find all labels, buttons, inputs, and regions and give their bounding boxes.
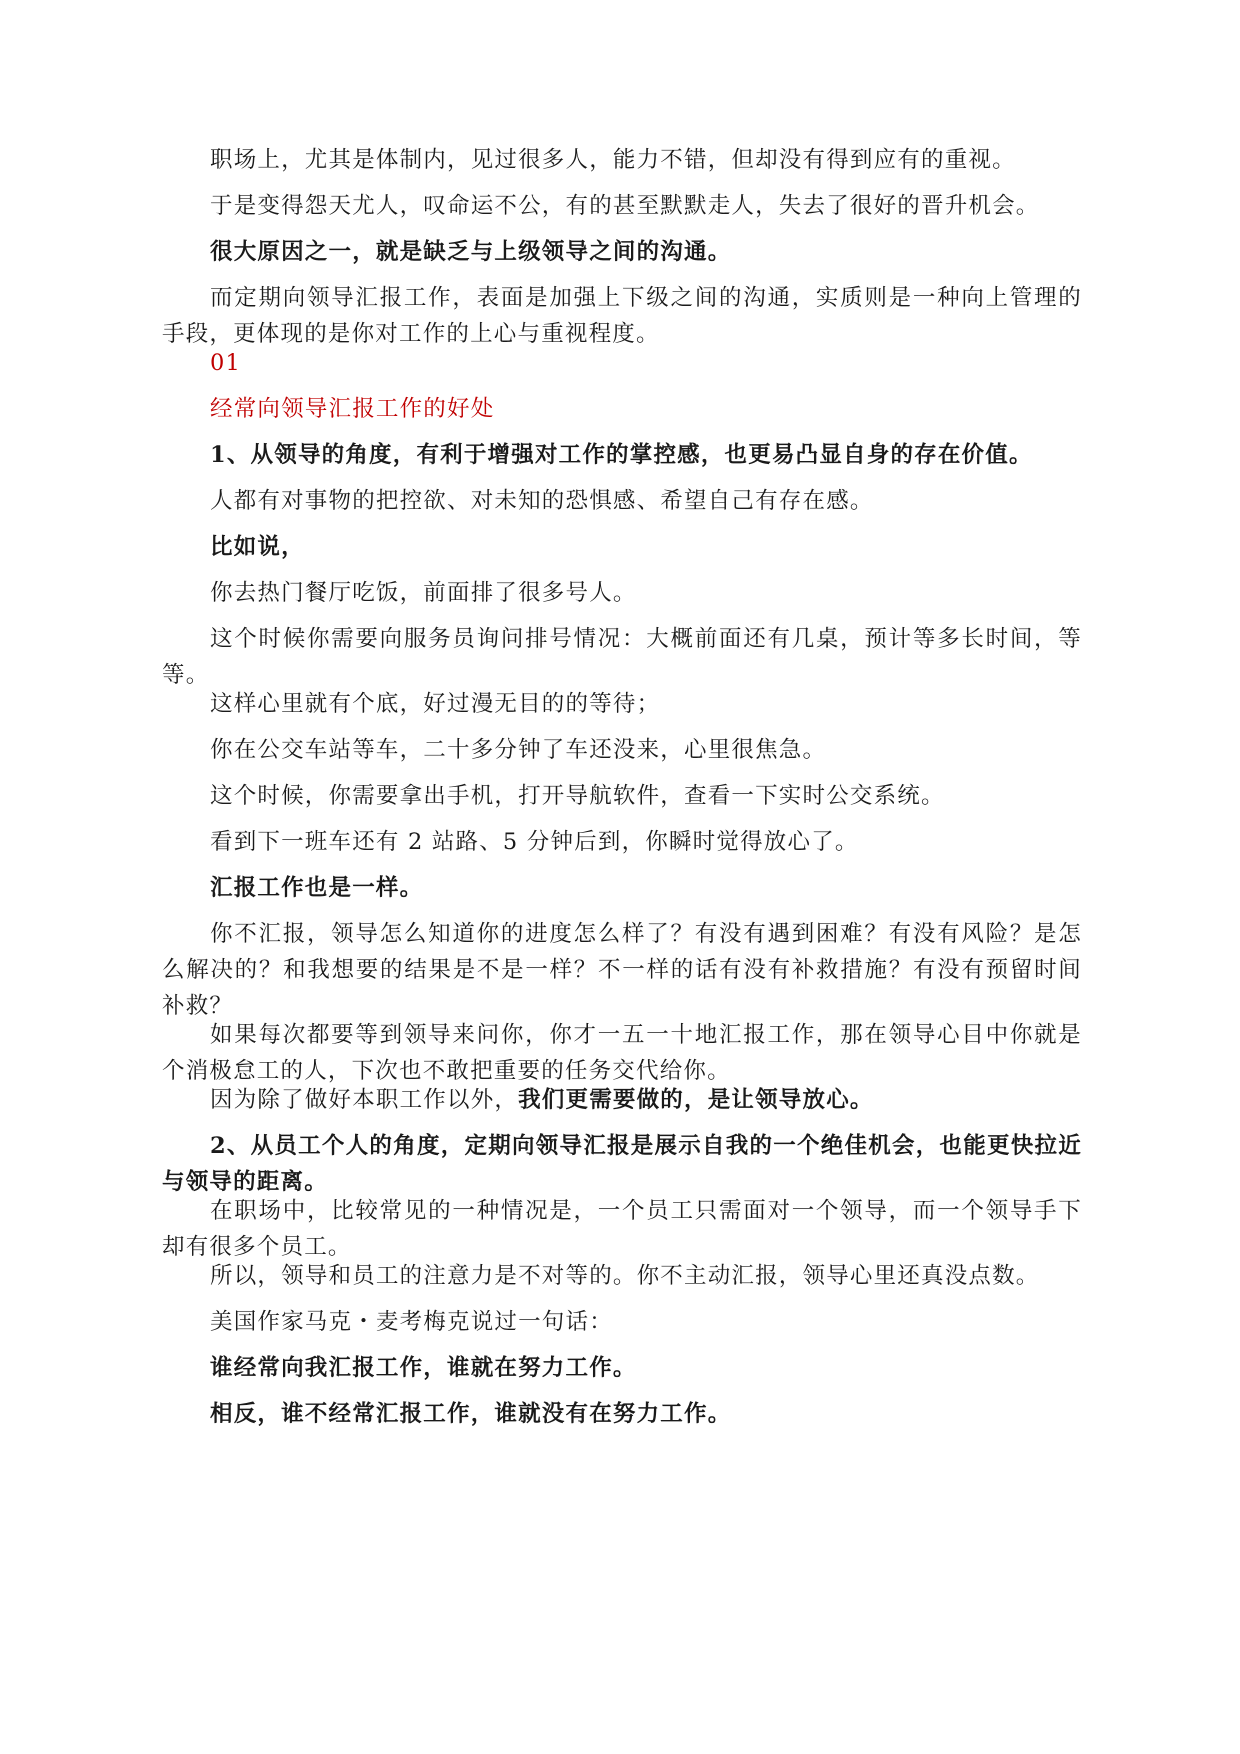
paragraph-16-normal: 因为除了做好本职工作以外， bbox=[210, 1087, 519, 1113]
paragraph-10: 你在公交车站等车，二十多分钟了车还没来，心里很焦急。 bbox=[210, 737, 827, 763]
paragraph-9: 这样心里就有个底，好过漫无目的的等待； bbox=[210, 691, 661, 717]
paragraph-3-bold: 很大原因之一，就是缺乏与上级领导之间的沟通。 bbox=[210, 239, 732, 265]
paragraph-16-bold: 我们更需要做的，是让领导放心。 bbox=[518, 1087, 874, 1113]
section-number: 01 bbox=[210, 350, 242, 376]
quote-1-bold: 谁经常向我汇报工作，谁就在努力工作。 bbox=[210, 1355, 637, 1381]
point-2-heading: 2、从员工个人的角度，定期向领导汇报是展示自我的一个绝佳机会，也能更快拉近与领导的距离。 bbox=[162, 1133, 1082, 1195]
paragraph-15: 如果每次都要等到领导来问你，你才一五一十地汇报工作，那在领导心目中你就是个消极怠工的人，下次也不敢把重要的任务交代给你。 bbox=[162, 1022, 1082, 1084]
section-title: 经常向领导汇报工作的好处 bbox=[210, 396, 495, 422]
paragraph-6-bold: 比如说， bbox=[210, 534, 305, 560]
quote-2-bold: 相反，谁不经常汇报工作，谁就没有在努力工作。 bbox=[210, 1401, 732, 1427]
paragraph-4: 而定期向领导汇报工作，表面是加强上下级之间的沟通，实质则是一种向上管理的手段，更体现的是你对工作的上心与重视程度。 bbox=[162, 285, 1082, 347]
paragraph-12: 看到下一班车还有 2 站路、5 分钟后到，你瞬时觉得放心了。 bbox=[210, 829, 859, 855]
paragraph-1: 职场上，尤其是体制内，见过很多人，能力不错，但却没有得到应有的重视。 bbox=[210, 147, 1016, 173]
paragraph-5: 人都有对事物的把控欲、对未知的恐惧感、希望自己有存在感。 bbox=[210, 488, 874, 514]
point-1-heading: 1、从领导的角度，有利于增强对工作的掌控感，也更易凸显自身的存在价值。 bbox=[210, 442, 1033, 468]
paragraph-2: 于是变得怨天尤人，叹命运不公，有的甚至默默走人，失去了很好的晋升机会。 bbox=[210, 193, 1040, 219]
paragraph-14: 你不汇报，领导怎么知道你的进度怎么样了？有没有遇到困难？有没有风险？是怎么解决的？和我想要的结果是不是一样？不一样的话有没有补救措施？有没有预留时间补救？ bbox=[162, 921, 1082, 1019]
paragraph-17: 在职场中，比较常见的一种情况是，一个员工只需面对一个领导，而一个领导手下却有很多个员工。 bbox=[162, 1198, 1082, 1260]
paragraph-11: 这个时候，你需要拿出手机，打开导航软件，查看一下实时公交系统。 bbox=[210, 783, 945, 809]
paragraph-16 bbox=[162, 1082, 1082, 1118]
paragraph-19: 美国作家马克・麦考梅克说过一句话： bbox=[210, 1309, 613, 1335]
paragraph-7: 你去热门餐厅吃饭，前面排了很多号人。 bbox=[210, 580, 637, 606]
paragraph-13-bold: 汇报工作也是一样。 bbox=[210, 875, 424, 901]
paragraph-18: 所以，领导和员工的注意力是不对等的。你不主动汇报，领导心里还真没点数。 bbox=[210, 1263, 1040, 1289]
paragraph-8: 这个时候你需要向服务员询问排号情况：大概前面还有几桌，预计等多长时间，等等。 bbox=[162, 626, 1082, 688]
